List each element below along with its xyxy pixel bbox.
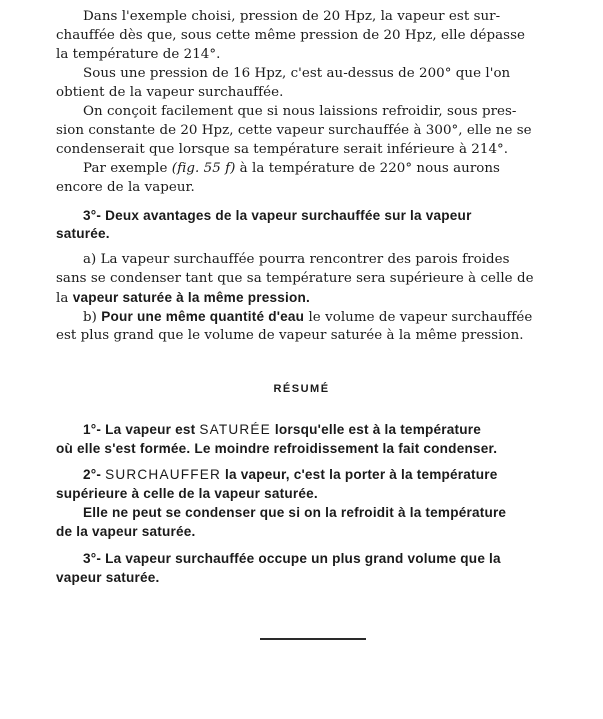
resume-line [83, 465, 498, 484]
resume-line: de la vapeur saturée. [56, 524, 196, 539]
paragraph-line: sans se condenser tant que sa température sera supérieure à celle de [56, 271, 534, 286]
text-run: b) [83, 310, 102, 325]
resume-title: RÉSUMÉ [273, 383, 330, 395]
caps-term: SURCHAUFFER [105, 467, 222, 482]
text-run: la [56, 291, 73, 306]
bold-text-run: Pour une même quantité d'eau [101, 309, 305, 324]
paragraph-line: On conçoit facilement que si nous laissions refroidir, sous pres- [83, 104, 517, 119]
paragraph-line: sion constante de 20 Hpz, cette vapeur surchauffée à 300°, elle ne se [56, 123, 532, 138]
resume-line: vapeur saturée. [56, 570, 160, 585]
text-run: à la température de 220° nous aurons [235, 161, 500, 176]
text-run: lorsqu'elle est à la température [270, 422, 481, 437]
end-rule-divider [260, 638, 366, 640]
paragraph-line: est plus grand que le volume de vapeur saturée à la même pression. [56, 328, 524, 343]
paragraph-line: encore de la vapeur. [56, 180, 195, 195]
figure-reference: (fig. 55 f) [171, 161, 236, 176]
bold-text-run: vapeur saturée à la même pression. [72, 290, 310, 305]
paragraph-line: obtient de la vapeur surchauffée. [56, 85, 284, 100]
text-run: 1°- La vapeur est [83, 422, 200, 437]
text-run: la vapeur, c'est la porter à la température [221, 467, 498, 482]
resume-line [83, 420, 481, 439]
paragraph-line [83, 159, 500, 178]
resume-line: 3°- La vapeur surchauffée occupe un plus grand volume que la [83, 551, 501, 566]
resume-line: où elle s'est formée. Le moindre refroidissement la fait condenser. [56, 441, 498, 456]
section-heading: saturée. [56, 226, 110, 241]
paragraph-line [83, 307, 532, 326]
text-run: le volume de vapeur surchauffée [304, 310, 533, 325]
paragraph-line: condenserait que lorsque sa température serait inférieure à 214°. [56, 142, 509, 157]
paragraph-line: Sous une pression de 16 Hpz, c'est au-dessus de 200° que l'on [83, 66, 511, 81]
paragraph-line: la température de 214°. [56, 47, 221, 62]
paragraph-line: a) La vapeur surchauffée pourra rencontrer des parois froides [83, 252, 510, 267]
resume-line: Elle ne peut se condenser que si on la refroidit à la température [83, 505, 507, 520]
text-run: 2°- [83, 467, 106, 482]
resume-line: supérieure à celle de la vapeur saturée. [56, 486, 318, 501]
paragraph-line: chauffée dès que, sous cette même pression de 20 Hpz, elle dépasse [56, 28, 525, 43]
section-heading: 3°- Deux avantages de la vapeur surchauffée sur la vapeur [83, 208, 472, 223]
text-run: Par exemple [83, 161, 172, 176]
paragraph-line [56, 288, 310, 307]
caps-term: SATURÉE [199, 422, 271, 437]
paragraph-line: Dans l'exemple choisi, pression de 20 Hpz, la vapeur est sur- [83, 9, 501, 24]
